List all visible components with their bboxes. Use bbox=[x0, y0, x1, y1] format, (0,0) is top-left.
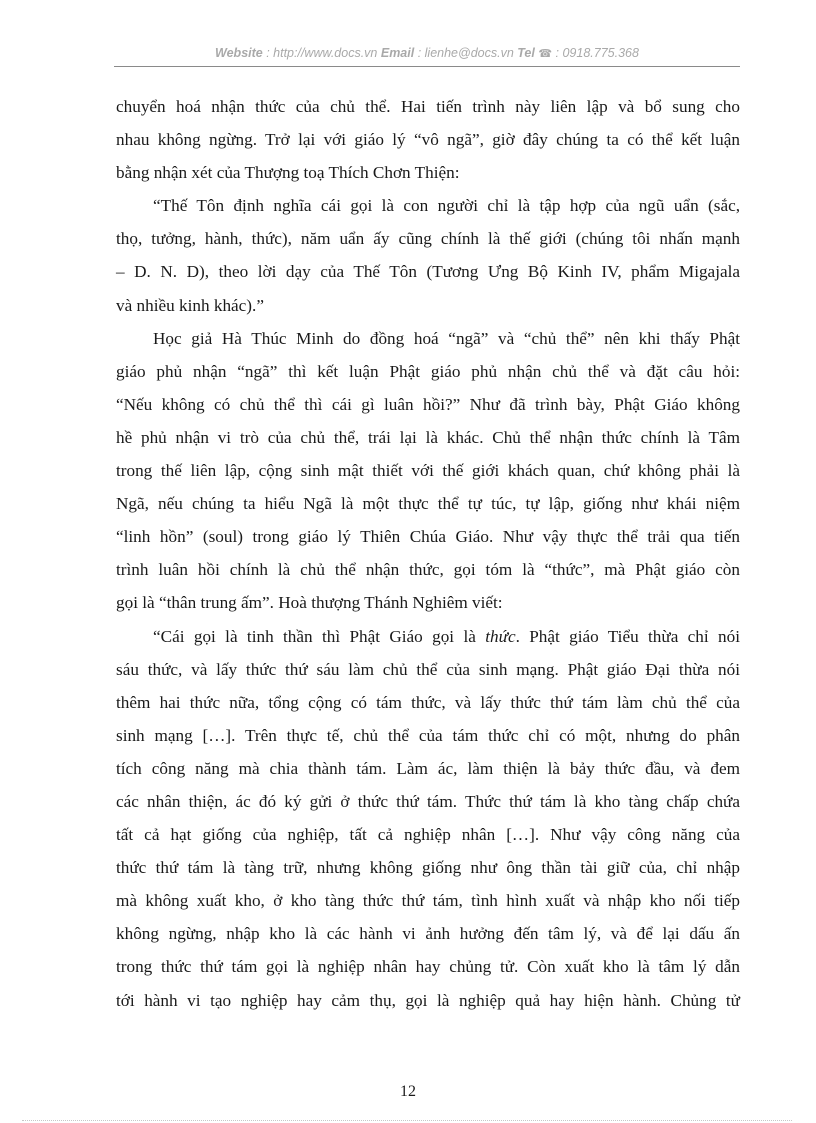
quote-line: các nhân thiện, ác đó ký gửi ở thức thứ tám. Thức thứ tám là kho tàng chấp chứa bbox=[116, 791, 740, 811]
text-line: hề phủ nhận vi trò của chủ thể, trái lại là khác. Chủ thể nhận thức chính là Tâm bbox=[116, 427, 740, 447]
quote-tail-text: . Phật giáo Tiểu thừa chỉ nói bbox=[515, 626, 740, 646]
text-line: chuyển hoá nhận thức của chủ thể. Hai tiến trình này liên lập và bổ sung cho bbox=[116, 97, 740, 116]
header-divider bbox=[114, 66, 740, 67]
email-separator: : bbox=[414, 46, 425, 60]
quote-line: tích công năng mà chia thành tám. Làm ác, làm thiện là bảy thức đầu, và đem bbox=[116, 758, 740, 778]
quote-line: tới hành vi tạo nghiệp hay cảm thụ, gọi là nghiệp quả hay hiện hành. Chủng tử bbox=[116, 990, 740, 1010]
tel-number: : 0918.775.368 bbox=[552, 46, 639, 60]
email-address: lienhe@docs.vn bbox=[424, 46, 514, 60]
text-line: “linh hồn” (soul) trong giáo lý Thiên Chúa Giáo. Như vậy thực thể trải qua tiến bbox=[116, 527, 740, 547]
quote-line: sinh mạng […]. Trên thực tế, chủ thể của tám thức chỉ có một, nhưng do phân bbox=[116, 725, 740, 745]
text-line: giáo phủ nhận “ngã” thì kết luận Phật giáo phủ nhận chủ thể và đặt câu hỏi: bbox=[116, 361, 740, 381]
quote-line: sáu thức, và lấy thức thứ sáu làm chủ thể của sinh mạng. Phật giáo Đại thừa nói bbox=[116, 659, 740, 679]
text-line: bằng nhận xét của Thượng toạ Thích Chơn Thiện: bbox=[116, 163, 460, 183]
document-body bbox=[116, 92, 740, 1019]
text-line: “Nếu không có chủ thể thì cái gì luân hồi?” Như đã trình bày, Phật Giáo không bbox=[116, 394, 740, 414]
page-number: 12 bbox=[400, 1083, 416, 1100]
quote-line: – D. N. D), theo lời dạy của Thế Tôn (Tương Ưng Bộ Kinh IV, phẩm Migajala bbox=[116, 262, 740, 282]
text-line: gọi là “thân trung ấm”. Hoà thượng Thánh Nghiêm viết: bbox=[116, 593, 503, 613]
website-url: http://www.docs.vn bbox=[273, 46, 378, 60]
text-line: nhau không ngừng. Trở lại với giáo lý “vô ngã”, giờ đây chúng ta có thể kết luận bbox=[116, 130, 740, 150]
quote-line: thọ, tưởng, hành, thức), năm uẩn ấy cũng chính là thế giới (chúng tôi nhấn mạnh bbox=[116, 229, 740, 249]
text-line: trong thế liên lập, cộng sinh mật thiết với thế giới khách quan, chứ không phải là bbox=[116, 461, 740, 481]
quote-line: “Thế Tôn định nghĩa cái gọi là con người chỉ là tập hợp của ngũ uẩn (sắc, bbox=[153, 196, 740, 216]
website-separator: : bbox=[262, 46, 274, 60]
text-line: Học giả Hà Thúc Minh do đồng hoá “ngã” và “chủ thể” nên khi thấy Phật bbox=[153, 328, 740, 348]
tel-label: Tel bbox=[517, 46, 535, 60]
quote-lead-text: “Cái gọi là tinh thần thì Phật Giáo gọi là bbox=[153, 626, 476, 646]
italic-term: thức bbox=[485, 626, 516, 646]
quote-line: không ngừng, nhập kho là các hành vi ảnh hưởng đến tâm lý, và để lại dấu ấn bbox=[116, 924, 740, 944]
page-header bbox=[114, 46, 740, 60]
quote-line: trong thức thứ tám gọi là nghiệp nhân hay chủng tử. Còn xuất kho là tâm lý dẫn bbox=[116, 957, 740, 977]
website-label: Website bbox=[215, 46, 263, 60]
quote-line: thức thứ tám là tàng trữ, nhưng không giống như ông thần tài giữ của, chỉ nhập bbox=[116, 858, 740, 878]
email-label: Email bbox=[380, 46, 415, 60]
text-line: Ngã, nếu chúng ta hiểu Ngã là một thực thể tự túc, tự lập, giống như khái niệm bbox=[116, 494, 740, 514]
quote-line: tất cả hạt giống của nghiệp, tất cả nghiệp nhân […]. Như vậy công năng của bbox=[116, 825, 740, 845]
quote-line: và nhiều kinh khác).” bbox=[116, 295, 264, 315]
phone-icon: ☎ bbox=[538, 48, 553, 60]
quote-line: mà không xuất kho, ở kho tàng thức thứ tám, tình hình xuất và nhập kho nối tiếp bbox=[116, 891, 740, 911]
quote-line-with-italic bbox=[116, 622, 740, 655]
text-line: trình luân hồi chính là chủ thể nhận thức, gọi tóm là “thức”, mà Phật giáo còn bbox=[116, 560, 740, 580]
footer-divider bbox=[22, 1120, 792, 1121]
quote-line: thêm hai thức nữa, tổng cộng có tám thức, và lấy thức thứ tám làm chủ thể của bbox=[116, 692, 740, 712]
